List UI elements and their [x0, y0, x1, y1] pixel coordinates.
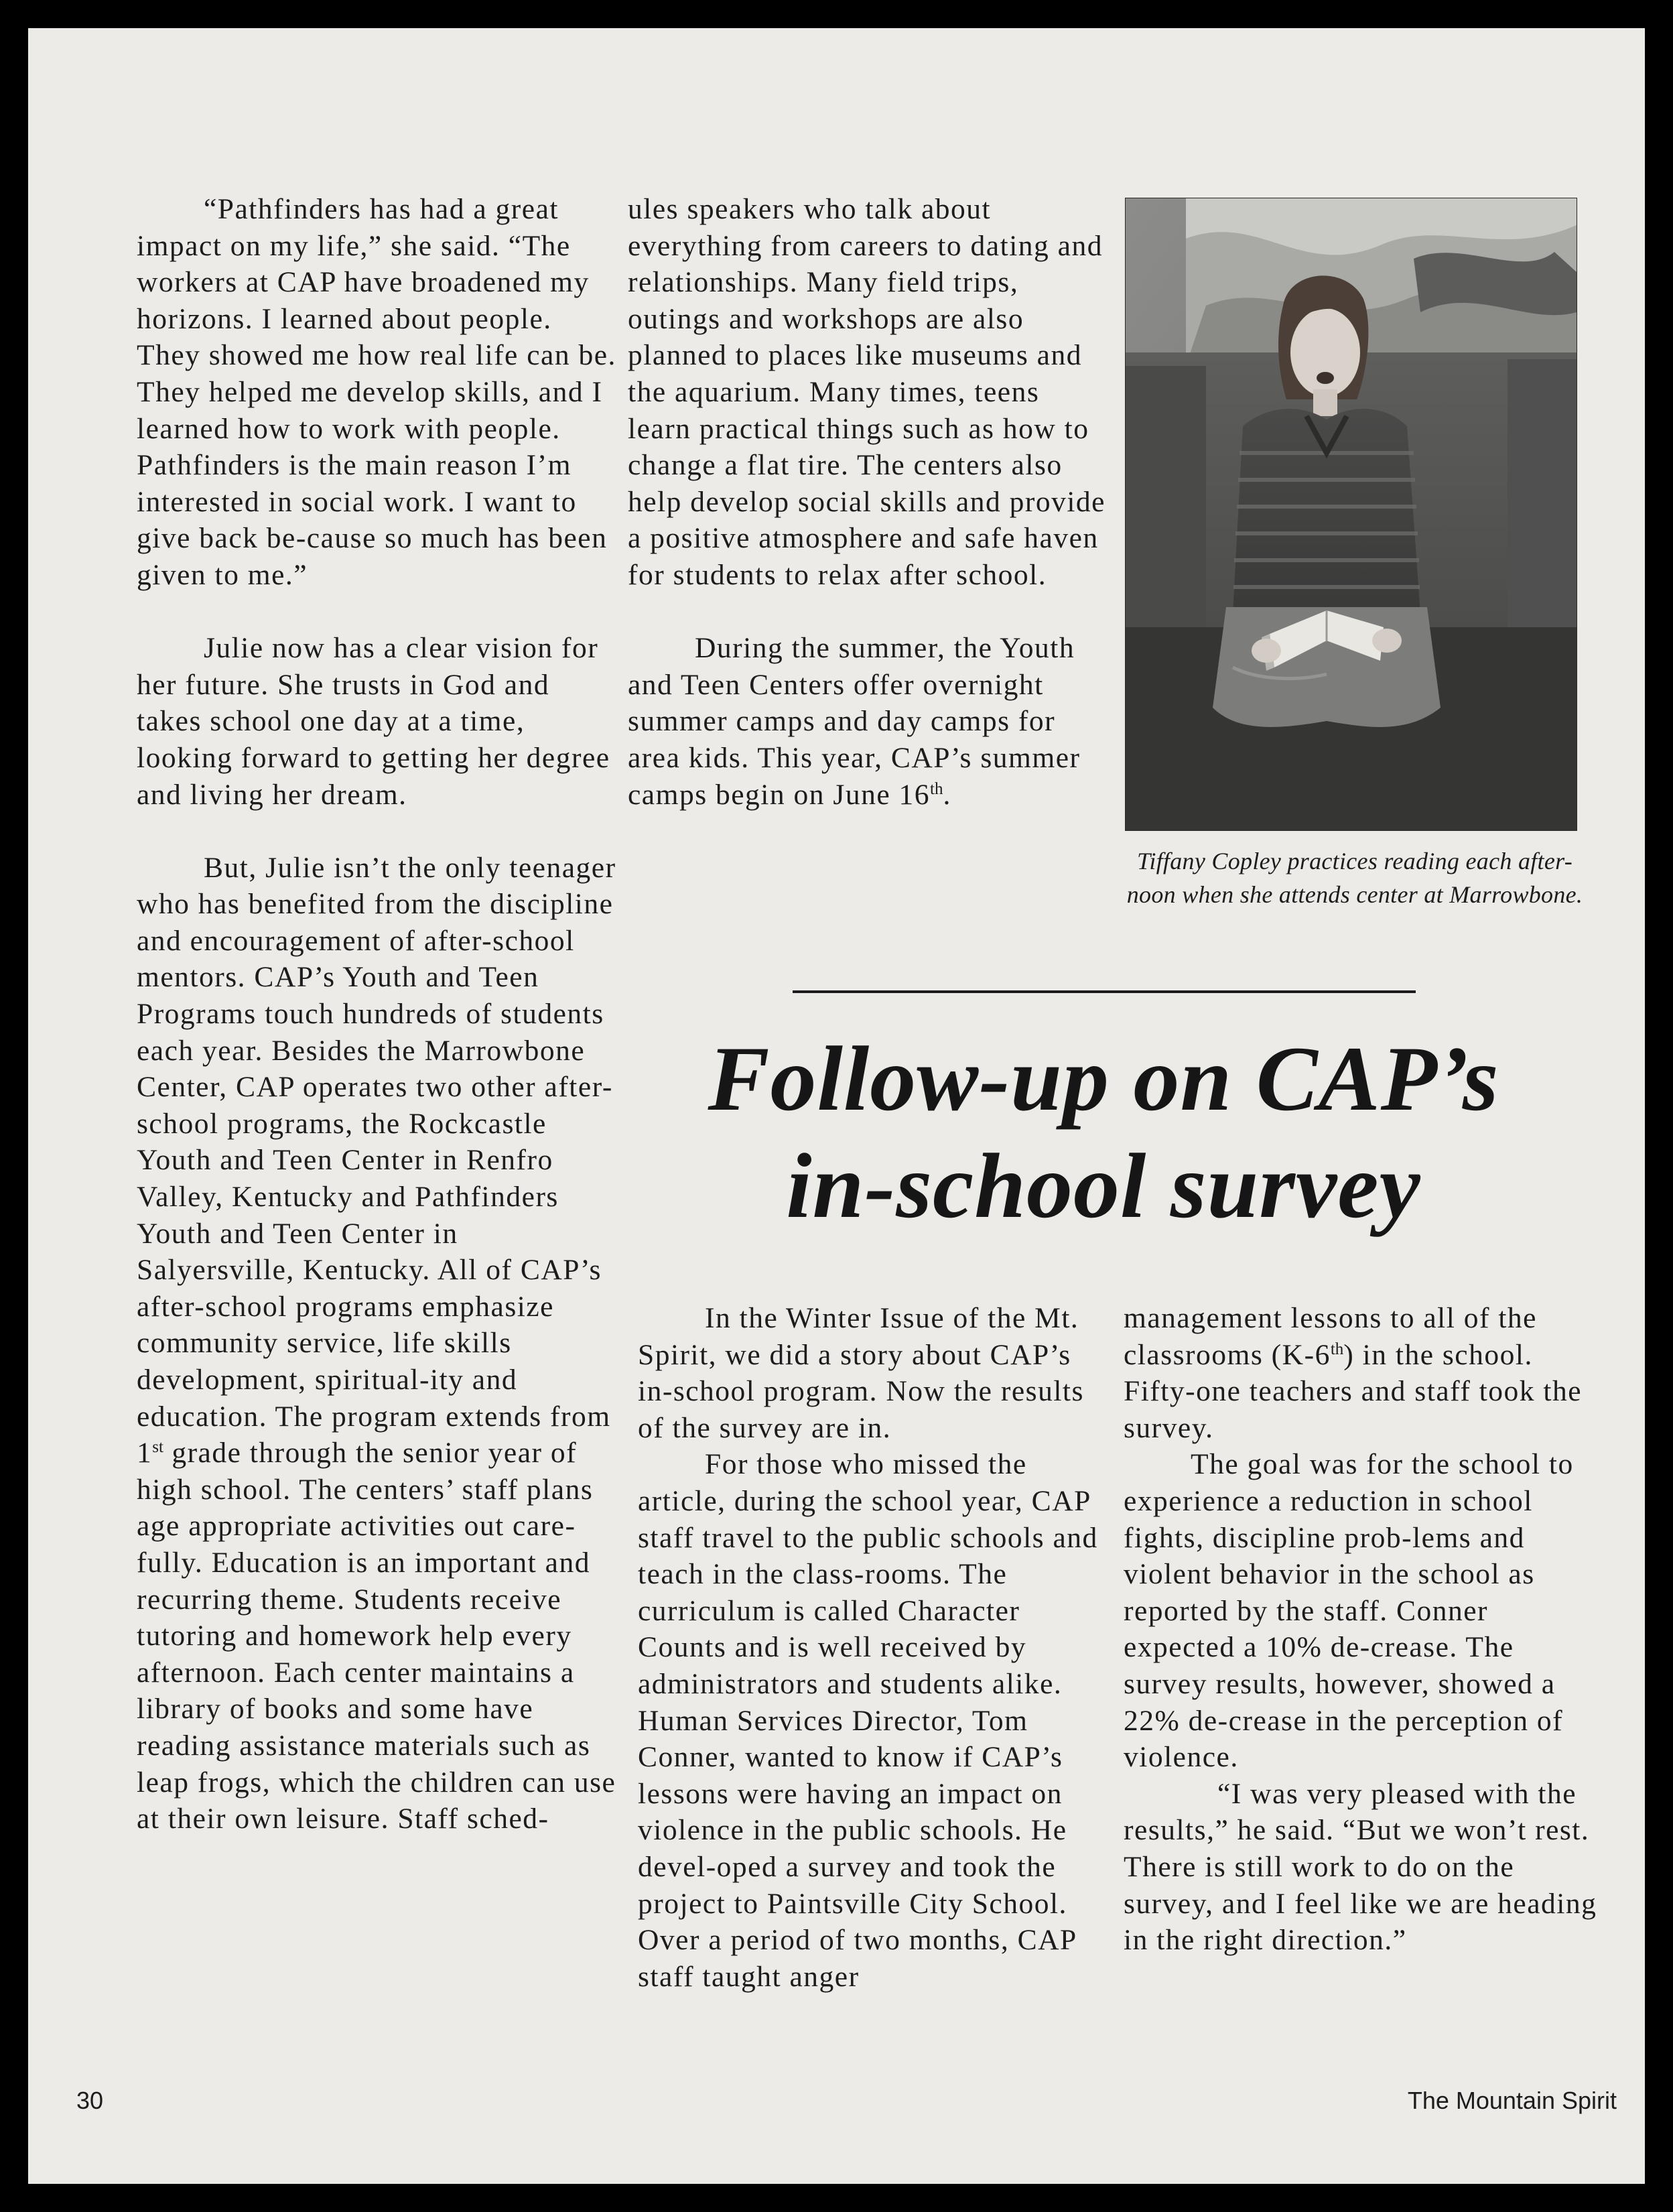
text-run: ) in the school. Fifty-one teachers and staff took the survey.: [1124, 1338, 1583, 1444]
text-run: But, Julie isn’t the only teenager who has benefited from the discipline and encouragement of after-school mentors. CAP’s Youth and Teen Programs touch hundreds of students each year. Besides the Marrowbone Center, CAP operates two other after-school programs, the Rockcastle Youth and Teen Center in Renfro Valley, Kentucky and Pathfinders Youth and Teen Center in Salyersville, Kentucky. All of CAP’s after-school programs emphasize community service, life skills development, spiritual-ity and education. The program extends from 1: [137, 851, 616, 1470]
paragraph: For those who missed the article, during the school year, CAP staff travel to the public schools and teach in the class-rooms. The curriculum is called Character Counts and is well received by administrators and students alike. Human Services Director, Tom Conner, wanted to know if CAP’s lessons were having an impact on violence in the public schools. He devel-oped a survey and took the project to Paintsville City School. Over a period of two months, CAP staff taught anger: [638, 1448, 1098, 1993]
paragraph: ules speakers who talk about everything from careers to dating and relationships. Many field trips, outings and workshops are also planned to places like museums and the aquarium. Many times, teens learn practical things such as how to change a flat tire. The centers also help develop social skills and provide a positive atmosphere and safe haven for students to relax after school.: [628, 193, 1106, 591]
superscript: th: [1330, 1340, 1344, 1358]
text-run: grade through the senior year of high school. The centers’ staff plans age appropriate activities out care-fully. Education is an important and recurring theme. Students receive tutoring and homework help every afternoon. Each center maintains a library of books and some have reading assistance materials such as leap frogs, which the children can use at their own leisure. Staff sched-: [137, 1437, 616, 1835]
article-column-2: [1124, 1300, 1603, 1959]
text-run: .: [943, 778, 951, 811]
middle-column: [628, 191, 1109, 813]
paragraph: [628, 630, 1109, 813]
article-headline: [658, 1025, 1549, 1240]
photo-image: [1126, 198, 1577, 830]
photo-caption: Tiffany Copley practices reading each after-noon when she attends center at Marrowbone.: [1126, 848, 1583, 908]
superscript: th: [930, 779, 943, 798]
headline-line: in-school survey: [786, 1134, 1421, 1237]
paragraph: Julie now has a clear vision for her future. She trusts in God and takes school one day at a time, looking forward to getting her degree and living her dream.: [137, 632, 610, 811]
paragraph: In the Winter Issue of the Mt. Spirit, we did a story about CAP’s in-school program. Now the results of the survey are in.: [638, 1302, 1084, 1444]
article-column-1: [638, 1300, 1114, 1995]
magazine-page: [28, 28, 1645, 2184]
left-column: [137, 191, 619, 1837]
paragraph: [1124, 1300, 1603, 1446]
paragraph: “Pathfinders has had a great impact on my life,” she said. “The workers at CAP have broadened my horizons. I learned about people. They showed me how real life can be. They helped me develop skills, and I learned how to work with people. Pathfinders is the main reason I’m interested in social work. I want to give back be-cause so much has been given to me.”: [137, 193, 616, 591]
publication-name: The Mountain Spirit: [1407, 2087, 1617, 2114]
paragraph: The goal was for the school to experience a reduction in school fights, discipline prob-lems and violent behavior in the school as reported by the staff. Conner expected a 10% de-crease. The survey results, however, showed a 22% de-crease in the perception of violence.: [1124, 1448, 1574, 1774]
headline-line: Follow-up on CAP’s: [708, 1027, 1499, 1130]
photo-girl-reading: [1125, 198, 1577, 831]
text-run: management lessons to all of the classrooms (K-6: [1124, 1302, 1537, 1371]
superscript: st: [152, 1438, 163, 1457]
paragraph: [137, 850, 619, 1837]
text-run: During the summer, the Youth and Teen Centers offer overnight summer camps and day camps for area kids. This year, CAP’s summer camps begin on June 16: [628, 632, 1081, 811]
section-divider: [793, 990, 1416, 993]
page-number: 30: [76, 2087, 104, 2114]
paragraph: “I was very pleased with the results,” he said. “But we won’t rest. There is still work to do on the survey, and I feel like we are heading in the right direction.”: [1124, 1777, 1597, 1957]
